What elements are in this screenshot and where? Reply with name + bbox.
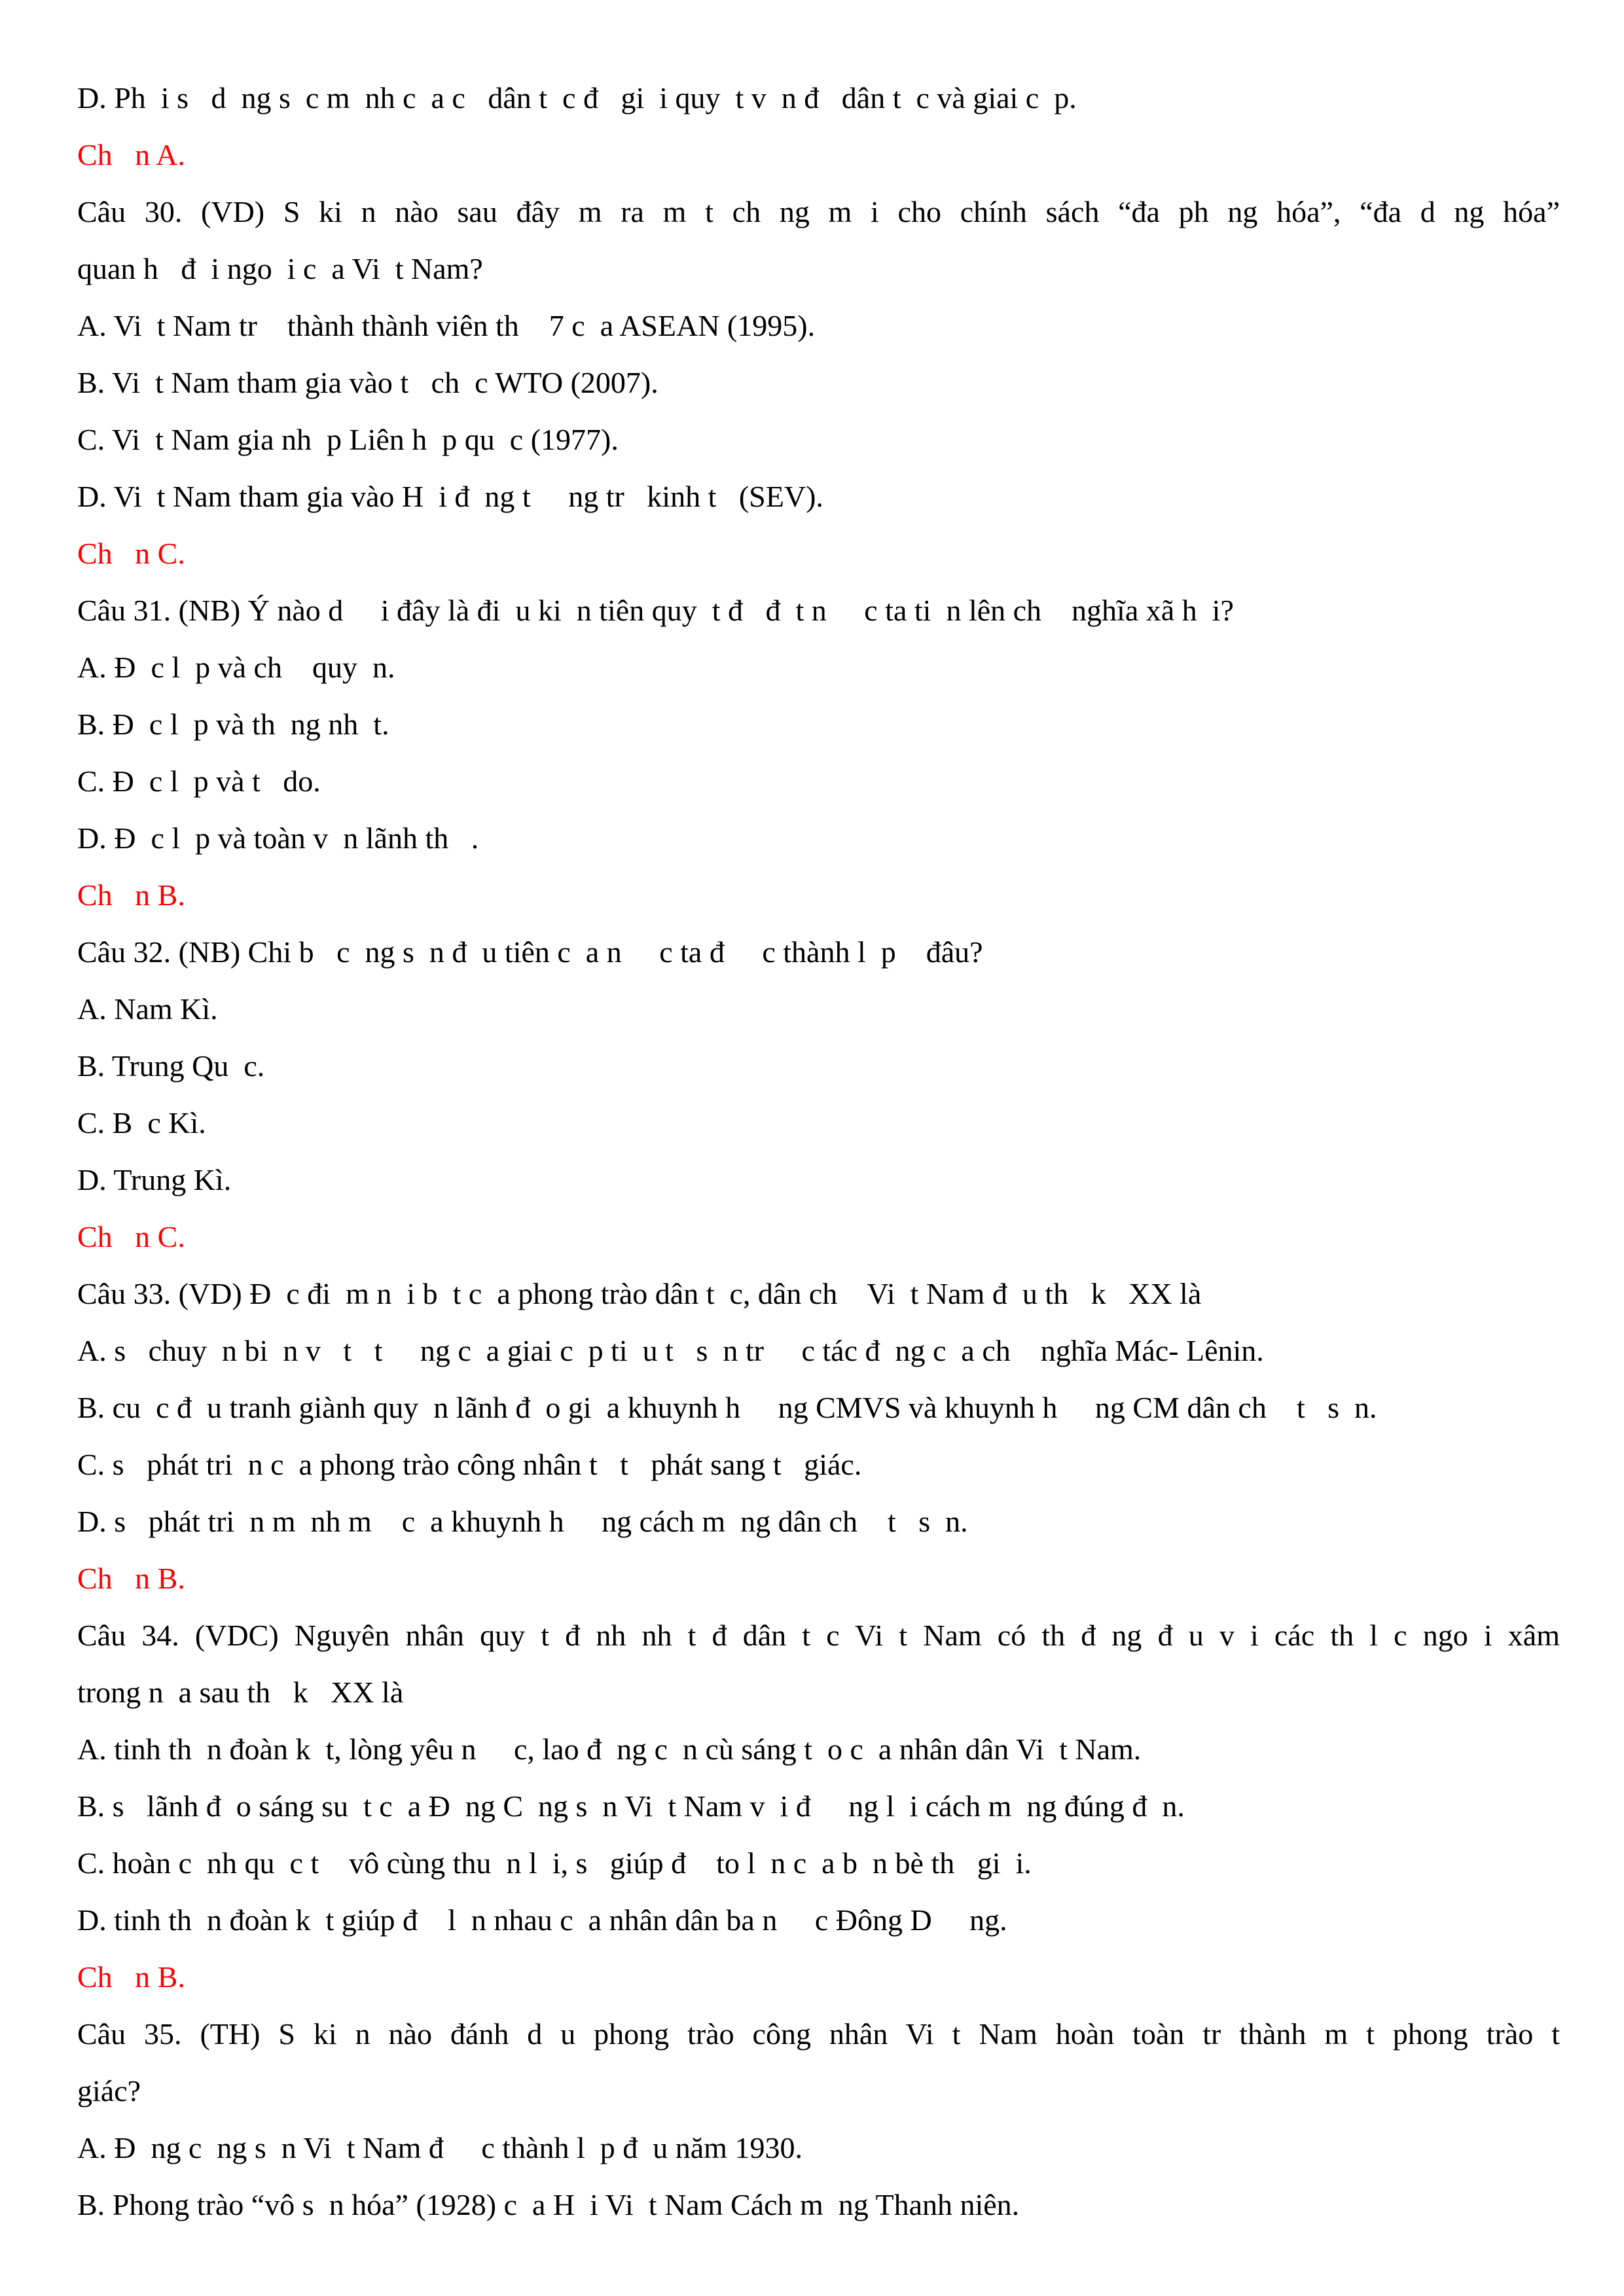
option-line: D. Ph i s d ng s c m nh c a c dân t c đ gi i quy t v n đ dân t c và giai c p. xyxy=(77,81,1077,115)
question-line: Câu 30. (VD) S ki n nào sau đây m ra m t ch ng m i cho chính sách “đa ph ng hóa”, “đa d ng hóa” xyxy=(77,195,1560,228)
answer-line: Ch n B. xyxy=(77,1562,185,1595)
option-line: B. Phong trào “vô s n hóa” (1928) c a H i Vi t Nam Cách m ng Thanh niên. xyxy=(77,2188,1020,2221)
option-line: D. tinh th n đoàn k t giúp đ l n nhau c a nhân dân ba n c Đông D ng. xyxy=(77,1903,1007,1937)
option-line: D. s phát tri n m nh m c a khuynh h ng cách m ng dân ch t s n. xyxy=(77,1505,968,1538)
question-line: quan h đ i ngo i c a Vi t Nam? xyxy=(77,252,483,285)
answer-line: Ch n C. xyxy=(77,1220,185,1253)
option-line: C. B c Kì. xyxy=(77,1106,206,1139)
question-line: Câu 32. (NB) Chi b c ng s n đ u tiên c a n c ta đ c thành l p đâu? xyxy=(77,935,983,969)
answer-line: Ch n B. xyxy=(77,878,185,912)
option-line: B. Đ c l p và th ng nh t. xyxy=(77,708,389,741)
option-line: C. Đ c l p và t do. xyxy=(77,764,321,798)
question-line: Câu 33. (VD) Đ c đi m n i b t c a phong trào dân t c, dân ch Vi t Nam đ u th k XX là xyxy=(77,1277,1202,1310)
question-line: Câu 31. (NB) Ý nào d i đây là đi u ki n tiên quy t đ đ t n c ta ti n lên ch nghĩa xã h i? xyxy=(77,594,1234,627)
option-line: D. Trung Kì. xyxy=(77,1163,232,1196)
question-line: Câu 34. (VDC) Nguyên nhân quy t đ nh nh t đ dân t c Vi t Nam có th đ ng đ u v i các th l c ngo i xâm xyxy=(77,1619,1560,1652)
answer-line: Ch n B. xyxy=(77,1960,185,1994)
question-line: giác? xyxy=(77,2074,141,2108)
option-line: A. Đ ng c ng s n Vi t Nam đ c thành l p đ u năm 1930. xyxy=(77,2131,803,2164)
option-line: D. Vi t Nam tham gia vào H i đ ng t ng tr kinh t (SEV). xyxy=(77,480,823,513)
answer-line: Ch n A. xyxy=(77,138,185,171)
question-line: Câu 35. (TH) S ki n nào đánh d u phong trào công nhân Vi t Nam hoàn toàn tr thành m t phong trào t xyxy=(77,2017,1560,2051)
option-line: A. Đ c l p và ch quy n. xyxy=(77,651,395,684)
option-line: C. hoàn c nh qu c t vô cùng thu n l i, s giúp đ to l n c a b n bè th gi i. xyxy=(77,1846,1032,1880)
answer-line: Ch n C. xyxy=(77,537,185,570)
option-line: C. s phát tri n c a phong trào công nhân t t phát sang t giác. xyxy=(77,1448,862,1481)
option-line: B. cu c đ u tranh giành quy n lãnh đ o gi a khuynh h ng CMVS và khuynh h ng CM dân ch t s n. xyxy=(77,1391,1377,1424)
option-line: C. Vi t Nam gia nh p Liên h p qu c (1977). xyxy=(77,423,619,456)
question-line: trong n a sau th k XX là xyxy=(77,1676,404,1709)
option-line: A. tinh th n đoàn k t, lòng yêu n c, lao đ ng c n cù sáng t o c a nhân dân Vi t Nam. xyxy=(77,1732,1142,1766)
option-line: B. Vi t Nam tham gia vào t ch c WTO (2007). xyxy=(77,366,659,399)
option-line: A. s chuy n bi n v t t ng c a giai c p ti u t s n tr c tác đ ng c a ch nghĩa Mác- Lênin. xyxy=(77,1334,1264,1367)
option-line: A. Nam Kì. xyxy=(77,992,218,1026)
option-line: B. s lãnh đ o sáng su t c a Đ ng C ng s n Vi t Nam v i đ ng l i cách m ng đúng đ n. xyxy=(77,1789,1185,1823)
option-line: A. Vi t Nam tr thành thành viên th 7 c a ASEAN (1995). xyxy=(77,309,816,342)
option-line: D. Đ c l p và toàn v n lãnh th . xyxy=(77,821,479,855)
option-line: B. Trung Qu c. xyxy=(77,1049,265,1083)
